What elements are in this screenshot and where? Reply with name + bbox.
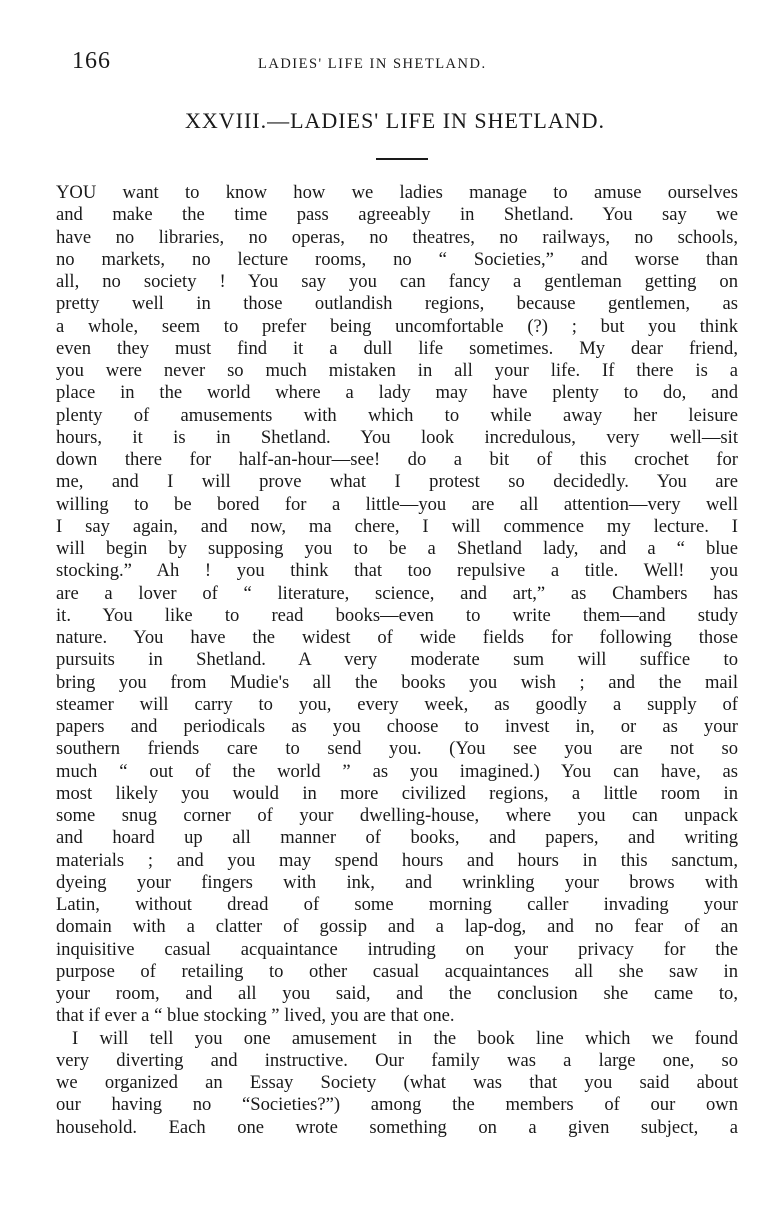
text-line: YOU want to know how we ladies manage to amuse ourselves [56,182,738,203]
text-line: your room, and all you said, and the conclusion she came to, [56,983,738,1004]
text-line: dyeing your fingers with ink, and wrinkling your brows with [56,871,738,893]
text-line: pursuits in Shetland. A very moderate sum will suffice to [56,649,738,671]
text-line: it. You like to read books—even to write them—and study [56,604,738,626]
text-line: even they must find it a dull life sometimes. My dear friend, [56,337,738,359]
text-line: we organized an Essay Society (what was that you said about [56,1072,738,1093]
text-line: place in the world where a lady may have plenty to do, and [56,382,738,404]
text-line: you were never so much mistaken in all your life. If there is a [56,360,738,381]
text-line: hours, it is in Shetland. You look incredulous, very well—sit [56,426,738,448]
text-line: domain with a clatter of gossip and a lap-dog, and no fear of an [56,916,738,938]
text-line: I will tell you one amusement in the book line which we found [72,1027,738,1049]
text-line: purpose of retailing to other casual acquaintances all she saw in [56,960,738,982]
text-line: most likely you would in more civilized regions, a little room in [56,782,738,804]
text-line: nature. You have the widest of wide fields for following those [56,627,738,648]
text-line: will begin by supposing you to be a Shetland lady, and a “ blue [56,538,738,559]
text-line: down there for half-an-hour—see! do a bit of this crochet for [56,449,738,470]
text-line: pretty well in those outlandish regions, because gentlemen, as [56,293,738,315]
text-line: our having no “Societies?”) among the members of our own [56,1094,738,1116]
text-line: and hoard up all manner of books, and papers, and writing [56,827,738,849]
text-line: materials ; and you may spend hours and hours in this sanctum, [56,849,738,871]
text-line: all, no society ! You say you can fancy a gentleman getting on [56,271,738,292]
text-line: very diverting and instructive. Our family was a large one, so [56,1049,738,1071]
text-line: have no libraries, no operas, no theatres, no railways, no schools, [56,226,738,248]
running-head [72,48,732,78]
text-line: plenty of amusements with which to while away her leisure [56,404,738,426]
text-line: and make the time pass agreeably in Shetland. You say we [56,204,738,226]
text-line: household. Each one wrote something on a given subject, a [56,1116,738,1138]
text-line: a whole, seem to prefer being uncomfortable (?) ; but you think [56,315,738,337]
text-line: are a lover of “ literature, science, and art,” as Chambers has [56,582,738,604]
text-line: me, and I will prove what I protest so decidedly. You are [56,471,738,493]
chapter-title: XXVIII.—LADIES' LIFE IN SHETLAND. [184,108,606,133]
text-line: stocking.” Ah ! you think that too repulsive a title. Well! you [56,560,738,582]
text-line: bring you from Mudie's all the books you wish ; and the mail [56,671,738,693]
text-line: papers and periodicals as you choose to invest in, or as your [56,716,738,737]
text-line: some snug corner of your dwelling-house, where you can unpack [56,805,738,826]
text-line: much “ out of the world ” as you imagined.) You can have, as [56,760,738,782]
text-line: Latin, without dread of some morning caller invading your [56,894,738,915]
text-line: I say again, and now, ma chere, I will commence my lecture. I [56,515,738,537]
running-title: LADIES' LIFE IN SHETLAND. [258,56,487,72]
text-line: willing to be bored for a little—you are all attention—very well [56,493,738,515]
text-line: inquisitive casual acquaintance intruding on your privacy for the [56,938,738,960]
title-rule [376,158,428,160]
body-text [56,182,738,1139]
text-line: southern friends care to send you. (You see you are not so [56,738,738,760]
text-line: that if ever a “ blue stocking ” lived, you are that one. [56,1005,455,1027]
text-line: no markets, no lecture rooms, no “ Societies,” and worse than [56,248,738,270]
text-line: steamer will carry to you, every week, as goodly a supply of [56,693,738,715]
page-number: 166 [72,48,111,74]
